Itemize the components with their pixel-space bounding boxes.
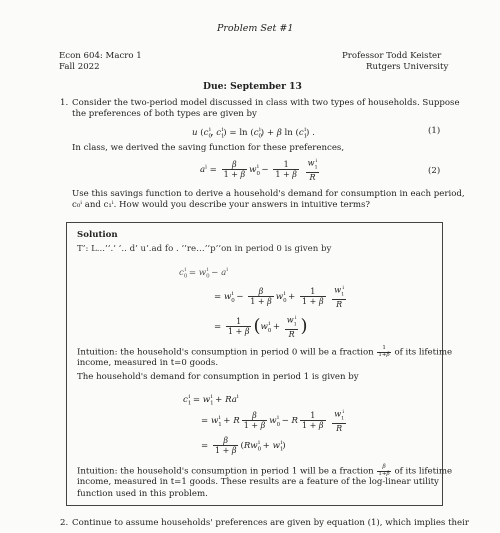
equation-c0-line2: = $w_0^i$ − $\frac{\beta}{1 + \beta}$ $w_0^i$ + $\frac{1}{1 + \beta}$ $\frac{w_1^i}{R}$	[214, 285, 345, 310]
equation-c0-line3: = $\frac{1}{1 + \beta}$ ($w_0^i$ + $\frac{w_1^i}{R}$ )	[214, 315, 308, 340]
solution-text: T’: L...’’.’ ’.. d’ u’.ad fo . ’’re…’’p’’on in period 0 is given by	[77, 244, 332, 254]
question-1-text: c₀ⁱ and c₁ⁱ. How would you describe your answers in intuitive terms?	[72, 200, 371, 210]
question-1-text: the preferences of both types are given by	[72, 109, 257, 119]
problem-set-title: Problem Set #1	[217, 23, 294, 34]
solution-intuition-0: Intuition: the household's consumption in period 0 will be a fraction $\frac{1}{1+\beta}$ of its lifetime	[77, 345, 453, 358]
question-1-number: 1.	[60, 98, 69, 108]
term: Fall 2022	[59, 62, 100, 72]
due-date: Due: September 13	[203, 81, 302, 92]
solution-intuition-1: Intuition: the household's consumption in period 1 will be a fraction $\frac{\beta}{1+\beta}$ of its lifetime	[77, 464, 453, 477]
equation-c0-line1: $c_0^i = w_0^i - a^i$	[179, 267, 228, 280]
solution-intuition-0-cont: income, measured in t=0 goods.	[77, 358, 219, 368]
equation-c1-line1: $c_1^i = w_1^i + Ra^i$	[183, 394, 239, 407]
university-name: Rutgers University	[366, 62, 449, 72]
solution-intuition-1-cont: function used in this problem.	[77, 489, 208, 499]
professor-name: Professor Todd Keister	[342, 51, 442, 61]
equation-2-label: (2)	[428, 166, 441, 176]
course-name: Econ 604: Macro 1	[59, 51, 142, 61]
solution-text: The household's demand for consumption in period 1 is given by	[77, 372, 359, 382]
question-1-text: Use this savings function to derive a household's demand for consumption in each period,	[72, 189, 465, 199]
equation-saving: $a^i$ = $\frac{\beta}{1 + \beta}$ $w_0^i$ − $\frac{1}{1 + \beta}$ $\frac{w_1^i}{R}$	[200, 158, 318, 183]
equation-c1-line2: = $w_1^i + R$ $\frac{\beta}{1 + \beta}$ $w_0^i - R$ $\frac{1}{1 + \beta}$ $\frac{w_1^i}{R}$	[201, 409, 345, 434]
question-2-text: Continue to assume households' preferences are given by equation (1), which implies their	[72, 518, 469, 528]
solution-intuition-1-cont: income, measured in t=1 goods. These results are a feature of the log-linear utility	[77, 477, 439, 487]
equation-c1-line3: = $\frac{\beta}{1 + \beta}$ $(Rw_0^i + w_1^i)$	[201, 436, 286, 455]
solution-heading: Solution	[77, 230, 118, 240]
question-2-number: 2.	[60, 518, 69, 528]
question-1-text: Consider the two-period model discussed in class with two types of households. Suppose	[72, 98, 460, 108]
question-1-text: In class, we derived the saving function for these preferences,	[72, 143, 345, 153]
equation-utility: u ($c_0^i$, $c_1^i) = \ln (c_0^i) + \beta$ $\ln (c_1^i)$ .	[192, 127, 315, 140]
equation-1-label: (1)	[428, 126, 441, 136]
